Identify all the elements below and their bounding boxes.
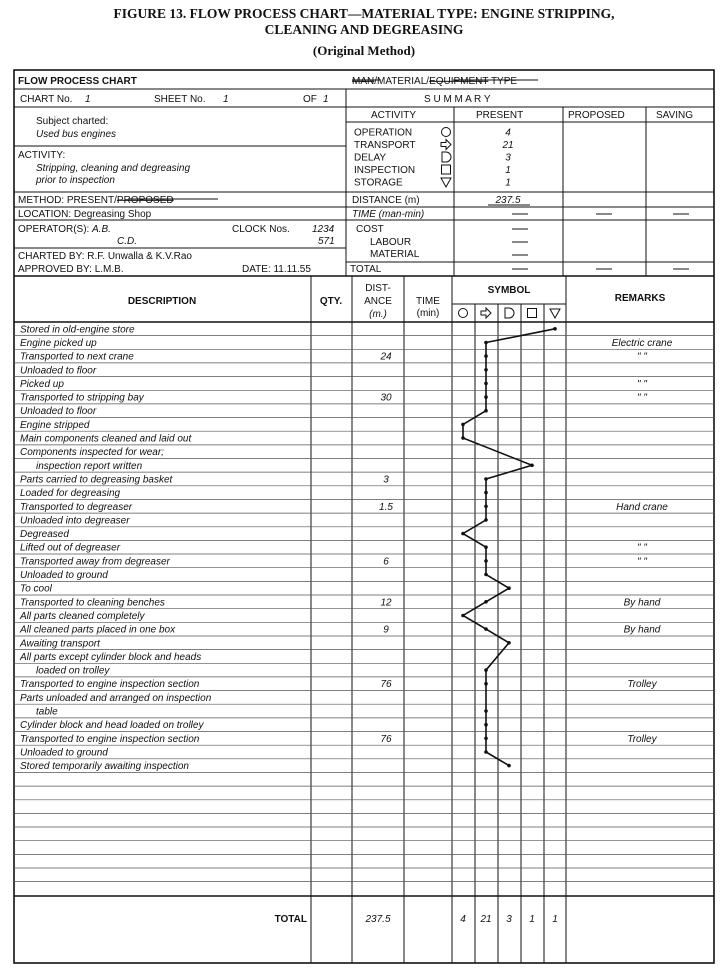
summary-inspection-icon — [442, 165, 451, 174]
col-qty: QTY. — [319, 296, 343, 307]
summary-operation-label: OPERATION — [354, 127, 413, 139]
type-suffix: TYPE — [488, 76, 518, 87]
col-delay-icon — [505, 308, 514, 318]
table-rows — [19, 324, 673, 772]
type-equipment-struck: EQUIPMENT — [429, 76, 489, 87]
row-description: Transported to engine inspection section — [20, 733, 200, 745]
summary-distance-label: DISTANCE (m) — [352, 195, 420, 206]
flow-point-transport — [484, 409, 488, 413]
row-description: Main components cleaned and laid out — [20, 433, 192, 445]
total-label: TOTAL — [274, 914, 307, 925]
charted-by: CHARTED BY: R.F. Unwalla & K.V.Rao — [18, 251, 192, 262]
clock-label: CLOCK Nos. — [232, 224, 290, 235]
flow-point-transport — [484, 518, 488, 522]
row-remarks: By hand — [623, 597, 661, 609]
activity-label: ACTIVITY: — [18, 150, 66, 161]
chart-no-value: 1 — [85, 94, 91, 105]
clock-1: 1234 — [312, 224, 335, 235]
flow-point-transport — [484, 545, 488, 549]
flow-point-transport — [484, 559, 488, 563]
row-description: inspection report written — [36, 460, 143, 472]
summary-col-proposed: PROPOSED — [568, 110, 625, 121]
summary-total-label: TOTAL — [350, 264, 382, 275]
total-inspection: 1 — [529, 914, 535, 925]
flow-point-transport — [484, 723, 488, 727]
row-description: All cleaned parts placed in one box — [20, 624, 176, 636]
summary-delay-icon — [442, 152, 451, 162]
row-description: Components inspected for wear; — [20, 447, 164, 459]
activity-line-2: prior to inspection — [36, 175, 115, 186]
flow-point-transport — [484, 709, 488, 713]
row-description: Loaded for degreasing — [20, 488, 121, 500]
col-description: DESCRIPTION — [127, 296, 197, 307]
row-distance: 1.5 — [379, 501, 393, 513]
summary-delay-present: 3 — [505, 152, 511, 164]
flow-point-transport — [484, 750, 488, 754]
type-man-struck: MAN — [352, 76, 375, 87]
flow-point-operation — [461, 532, 465, 536]
flow-point-transport — [484, 368, 488, 372]
row-description: Engine stripped — [20, 419, 90, 431]
chart-title: FLOW PROCESS CHART — [18, 76, 137, 87]
row-remarks: " " — [637, 378, 647, 390]
row-remarks: By hand — [623, 624, 661, 636]
total-storage: 1 — [552, 914, 558, 925]
summary-title: S U M M A R Y — [424, 94, 491, 105]
flow-point-transport — [484, 737, 488, 741]
row-description: Stored temporarily awaiting inspection — [20, 761, 189, 773]
flow-point-transport — [484, 354, 488, 358]
row-description: Unloaded to floor — [20, 406, 97, 418]
of-label: OF — [303, 94, 317, 105]
row-remarks: Electric crane — [611, 338, 673, 349]
date: DATE: 11.11.55 — [242, 264, 311, 275]
col-distance-2: ANCE — [364, 296, 392, 307]
flow-point-transport — [484, 477, 488, 481]
row-remarks: Trolley — [627, 679, 657, 691]
col-transport-icon — [481, 308, 491, 318]
row-remarks: Hand crane — [616, 501, 668, 513]
summary-transport-label: TRANSPORT — [354, 140, 416, 151]
row-distance: 6 — [383, 556, 389, 568]
summary-blank-dashes — [512, 214, 689, 269]
method-proposed-struck: PROPOSED — [116, 195, 174, 206]
summary-inspection-label: INSPECTION — [354, 165, 416, 176]
row-description: table — [36, 706, 58, 718]
flow-point-transport — [484, 505, 488, 509]
row-remarks: Trolley — [627, 733, 657, 745]
row-description: Engine picked up — [20, 338, 97, 349]
row-description: Transported to next crane — [20, 351, 134, 363]
summary-storage-icon — [441, 178, 451, 187]
subject-value: Used bus engines — [36, 129, 117, 140]
operator-2: C.D. — [117, 236, 137, 247]
row-description: Transported to cleaning benches — [20, 597, 165, 609]
of-value: 1 — [323, 94, 329, 105]
chart-no-label: CHART No. — [20, 94, 73, 105]
summary-operation-present: 4 — [505, 127, 511, 139]
row-description: Picked up — [20, 378, 64, 390]
row-distance: 76 — [380, 733, 392, 745]
row-remarks: " " — [637, 392, 647, 404]
row-remarks: " " — [637, 556, 647, 568]
total-distance: 237.5 — [365, 914, 391, 925]
flow-point-transport — [484, 627, 488, 631]
col-time-2: (min) — [416, 308, 440, 319]
flow-point-transport — [484, 682, 488, 686]
summary-storage-present: 1 — [505, 177, 511, 189]
total-delay: 3 — [506, 914, 512, 925]
col-remarks: REMARKS — [614, 293, 666, 304]
row-description: Transported to stripping bay — [20, 392, 144, 404]
summary-col-present: PRESENT — [476, 110, 524, 121]
symbol-column-headers — [459, 308, 561, 318]
operator-label: OPERATOR(S): — [18, 224, 90, 235]
flow-point-delay — [507, 586, 511, 590]
summary-cost-label: COST — [356, 224, 384, 235]
col-distance-1: DIST- — [365, 283, 391, 294]
row-description: Cylinder block and head loaded on trolley — [20, 720, 204, 732]
table-row-lines — [14, 336, 714, 882]
row-description: Unloaded to ground — [20, 747, 108, 759]
summary-labour-label: LABOUR — [370, 237, 412, 248]
flow-point-delay — [507, 764, 511, 768]
summary-col-activity: ACTIVITY — [371, 110, 417, 121]
col-operation-icon — [459, 309, 468, 318]
row-description: Transported away from degreaser — [20, 556, 170, 568]
row-description: All parts except cylinder block and heads — [20, 651, 202, 663]
col-time-1: TIME — [416, 296, 440, 307]
figure-caption-line-3: (Original Method) — [312, 43, 416, 58]
row-description: Lifted out of degreaser — [20, 542, 121, 554]
summary-transport-present: 21 — [502, 140, 514, 151]
row-description: Transported to degreaser — [20, 501, 133, 513]
flow-point-operation — [461, 436, 465, 440]
summary-col-saving: SAVING — [656, 110, 694, 121]
row-description: loaded on trolley — [36, 665, 110, 677]
sheet-no-value: 1 — [223, 94, 229, 105]
row-description: Degreased — [20, 529, 69, 541]
col-storage-icon — [550, 309, 560, 318]
row-remarks: " " — [637, 351, 647, 363]
flow-point-transport — [484, 382, 488, 386]
method-present: METHOD: PRESENT/ — [18, 195, 117, 206]
flow-point-transport — [484, 491, 488, 495]
summary-distance-value: 237.5 — [495, 195, 521, 206]
col-inspection-icon — [528, 309, 537, 318]
flow-point-storage — [553, 327, 557, 331]
summary-inspection-present: 1 — [505, 165, 511, 176]
total-operation: 4 — [460, 914, 466, 925]
row-description: Transported to engine inspection section — [20, 679, 200, 691]
flow-point-delay — [507, 641, 511, 645]
col-distance-3: (m.) — [369, 309, 387, 320]
row-distance: 30 — [380, 392, 392, 404]
chart-type — [352, 76, 517, 87]
row-distance: 76 — [380, 679, 392, 691]
figure-caption-line-1: FIGURE 13. FLOW PROCESS CHART—MATERIAL TYPE: ENGINE STRIPPING, — [113, 6, 615, 21]
row-distance: 3 — [383, 474, 389, 486]
location: LOCATION: Degreasing Shop — [18, 209, 152, 220]
clock-2: 571 — [318, 236, 335, 247]
flow-point-transport — [484, 668, 488, 672]
flow-point-transport — [484, 573, 488, 577]
flow-point-transport — [484, 600, 488, 604]
flow-point-inspection — [530, 464, 534, 468]
flow-point-transport — [484, 395, 488, 399]
summary-material-label: MATERIAL — [370, 249, 420, 260]
row-distance: 24 — [380, 351, 392, 363]
approved-by: APPROVED BY: L.M.B. — [18, 264, 124, 275]
summary-delay-label: DELAY — [354, 152, 387, 164]
col-symbol: SYMBOL — [487, 285, 531, 296]
summary-time-label: TIME (man-min) — [352, 209, 425, 220]
row-description: Parts carried to degreasing basket — [20, 474, 173, 486]
total-transport: 21 — [480, 914, 492, 925]
row-distance: 9 — [383, 624, 389, 636]
operator-1: A.B. — [92, 224, 111, 235]
row-description: Unloaded to ground — [20, 570, 108, 581]
summary-activity-rows — [354, 128, 514, 189]
row-remarks: " " — [637, 542, 647, 554]
row-description: Unloaded into degreaser — [20, 515, 130, 527]
summary-transport-icon — [441, 140, 451, 150]
subject-label: Subject charted: — [36, 116, 109, 127]
flow-path-line — [463, 329, 555, 766]
row-description: All parts cleaned completely — [20, 611, 145, 622]
method-label — [18, 195, 174, 206]
row-description: Parts unloaded and arranged on inspection — [20, 692, 212, 704]
summary-operation-icon — [442, 128, 451, 137]
type-material: /MATERIAL/ — [374, 76, 430, 87]
flow-point-transport — [484, 341, 488, 345]
row-description: Unloaded to floor — [20, 365, 97, 377]
activity-line-1: Stripping, cleaning and degreasing — [36, 163, 190, 174]
flow-path-points — [461, 327, 557, 767]
flow-point-operation — [461, 614, 465, 618]
row-description: To cool — [20, 583, 52, 595]
row-distance: 12 — [380, 597, 392, 609]
summary-storage-label: STORAGE — [354, 177, 403, 189]
flow-point-operation — [461, 423, 465, 427]
figure-caption-line-2: CLEANING AND DEGREASING — [264, 22, 464, 37]
row-description: Stored in old-engine store — [20, 324, 135, 336]
row-description: Awaiting transport — [20, 638, 100, 650]
sheet-no-label: SHEET No. — [154, 94, 206, 105]
